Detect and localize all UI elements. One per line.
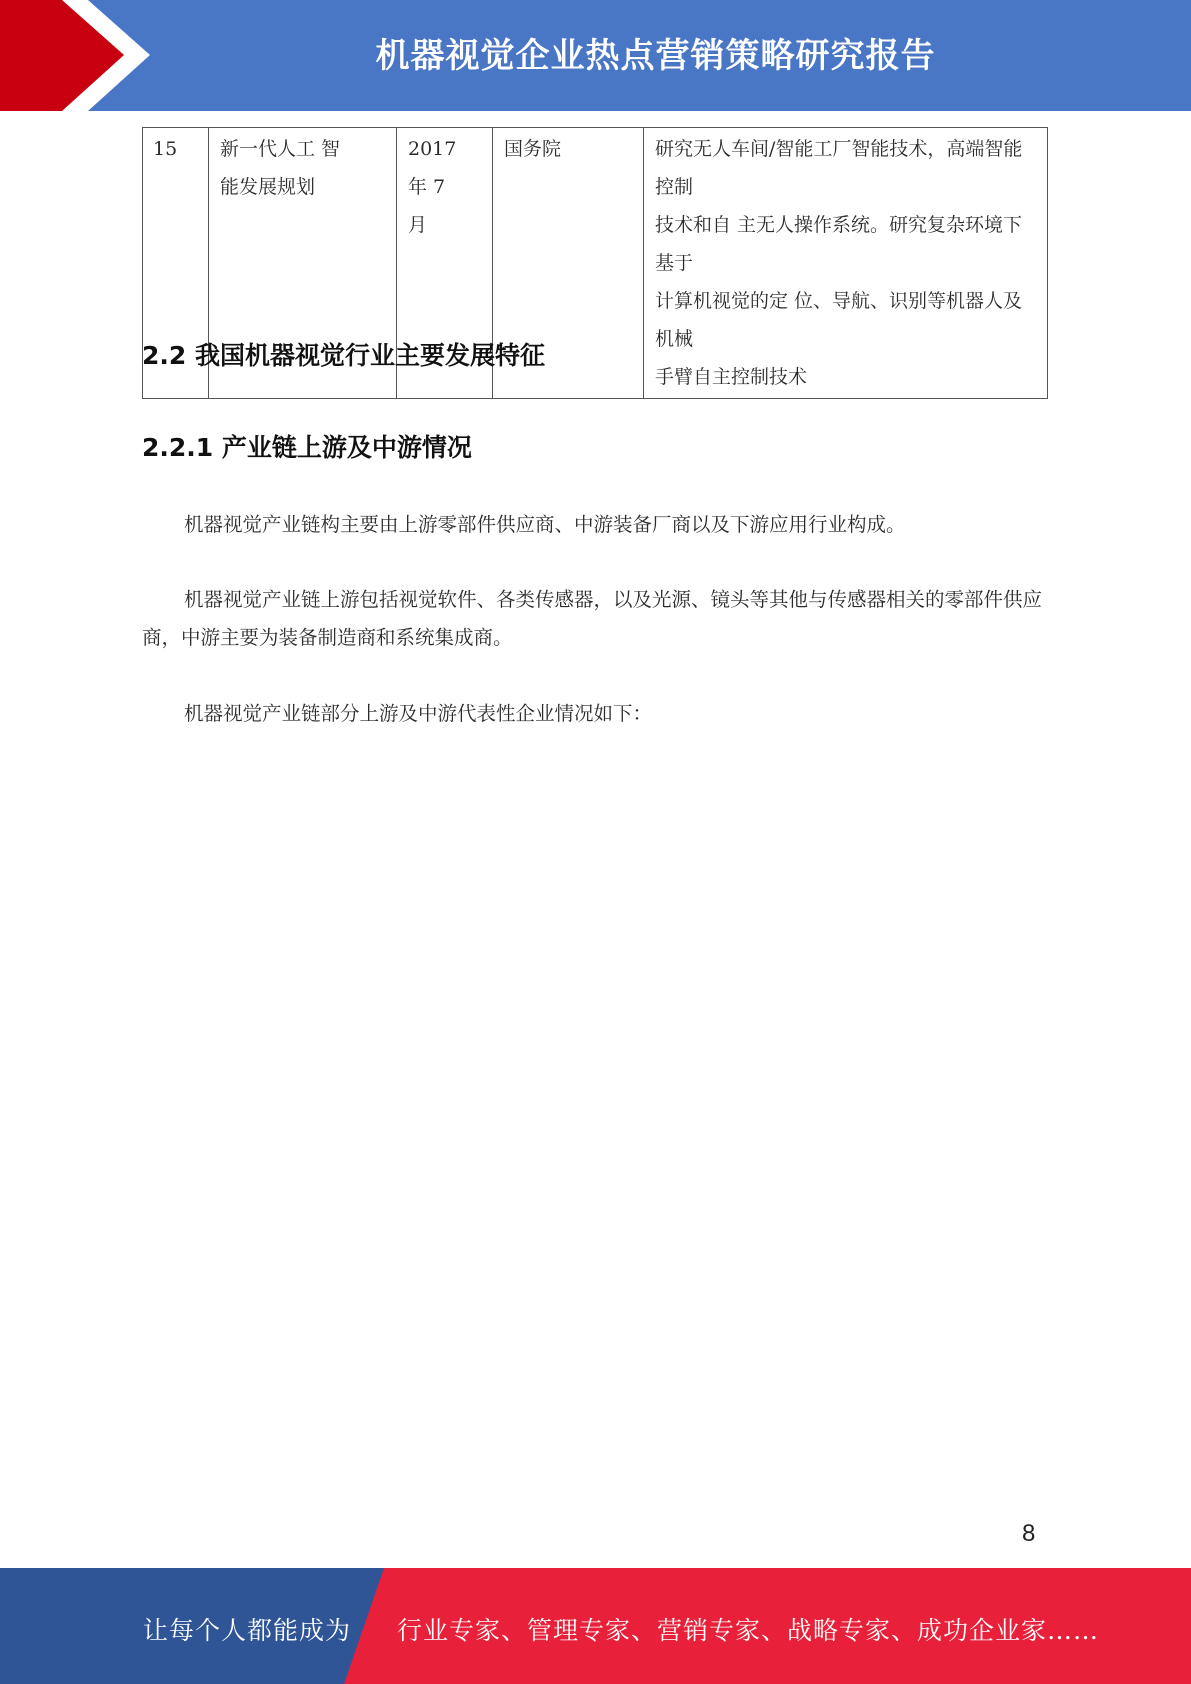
page-header-banner bbox=[0, 0, 1191, 111]
policy-name-line: 新一代人工 智 bbox=[220, 138, 341, 160]
subsection-heading: 2.2.1 产业链上游及中游情况 bbox=[142, 433, 472, 462]
row-index: 15 bbox=[143, 128, 209, 399]
policy-content-line: 手臂自主控制技术 bbox=[655, 366, 808, 388]
policy-date-line: 2017 bbox=[408, 138, 457, 160]
policy-content-cell bbox=[644, 128, 1048, 399]
policy-date-line: 月 bbox=[408, 214, 428, 236]
policy-content-line: 计算机视觉的定 位、导航、识别等机器人及机械 bbox=[655, 290, 1023, 350]
page-footer-banner bbox=[0, 1568, 1191, 1684]
page-number: 8 bbox=[1022, 1520, 1036, 1547]
section-heading: 2.2 我国机器视觉行业主要发展特征 bbox=[142, 341, 545, 370]
report-title: 机器视觉企业热点营销策略研究报告 bbox=[375, 36, 936, 76]
policy-issuer: 国务院 bbox=[493, 128, 644, 399]
footer-slogan-right: 行业专家、管理专家、营销专家、战略专家、成功企业家…… bbox=[397, 1616, 1100, 1645]
body-paragraph: 机器视觉产业链构主要由上游零部件供应商、中游装备厂商以及下游应用行业构成。 bbox=[184, 513, 906, 536]
body-paragraph: 机器视觉产业链上游包括视觉软件、各类传感器，以及光源、镜头等其他与传感器相关的零部件供应商，中游主要为装备制造商和系统集成商。 bbox=[142, 588, 1043, 649]
policy-date-line: 年 7 bbox=[408, 176, 446, 198]
policy-content-line: 技术和自 主无人操作系统。研究复杂环境下基于 bbox=[655, 214, 1023, 274]
body-paragraph: 机器视觉产业链部分上游及中游代表性企业情况如下： bbox=[184, 702, 653, 725]
footer-slogan-left: 让每个人都能成为 bbox=[143, 1616, 352, 1645]
policy-content-line: 研究无人车间/智能工厂智能技术，高端智能控制 bbox=[655, 138, 1023, 198]
policy-name-line: 能发展规划 bbox=[220, 176, 316, 198]
